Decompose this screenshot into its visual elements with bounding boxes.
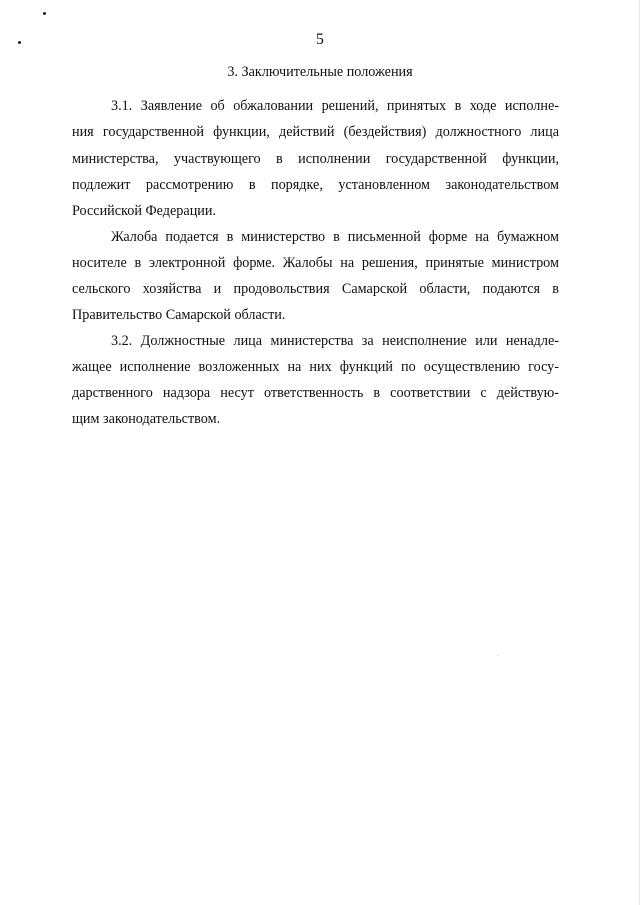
paragraph-line: 3.1. Заявление об обжаловании решений, принятых в ходе исполне-	[111, 98, 559, 114]
page-number: 5	[315, 31, 325, 48]
paragraph-line: жащее исполнение возложенных на них функций по осуществлению госу-	[72, 359, 559, 375]
paragraph-line: щим законодательством.	[72, 411, 221, 427]
section-title: 3. Заключительные положения	[227, 64, 413, 80]
paragraph-line: подлежит рассмотрению в порядке, установленном законодательством	[72, 177, 559, 193]
paragraph-line: Правительство Самарской области.	[72, 307, 286, 323]
paragraph-line: носителе в электронной форме. Жалобы на решения, принятые министром	[72, 255, 559, 271]
paragraph-line: сельского хозяйства и продовольствия Самарской области, подаются в	[72, 281, 559, 297]
paragraph-line: Российской Федерации.	[72, 203, 217, 219]
paragraph-line: дарственного надзора несут ответственность в соответствии с действую-	[72, 385, 559, 401]
scan-speck	[498, 655, 499, 656]
paragraph-line: 3.2. Должностные лица министерства за неисполнение или ненадле-	[111, 333, 559, 349]
paragraph-line: ния государственной функции, действий (бездействия) должностного лица	[72, 124, 559, 140]
scan-speck	[43, 12, 46, 15]
paragraph-line: министерства, участвующего в исполнении государственной функции,	[72, 151, 559, 167]
paragraph-line: Жалоба подается в министерство в письменной форме на бумажном	[111, 229, 559, 245]
